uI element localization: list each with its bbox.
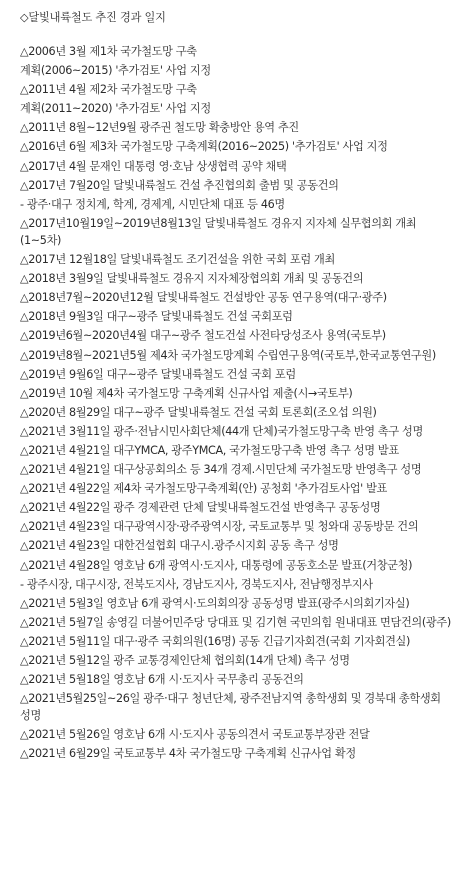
timeline-entry: △2017년10월19일~2019년8월13일 달빛내륙철도 경유지 지자체 실무협의회 개최(1~5차) — [20, 216, 417, 247]
timeline-entry: △2011년 4월 제2차 국가철도망 구축 — [20, 83, 197, 97]
timeline-entry: △2018년 3월9일 달빛내륙철도 경유지 지자체장협의회 개최 및 공동건의 — [20, 272, 364, 286]
timeline-entry: △2018년7월~2020년12월 달빛내륙철도 건설방안 공동 연구용역(대구·광주) — [20, 291, 387, 305]
timeline-entry: △2019년8월~2021년5월 제4차 국가철도망계획 수립연구용역(국토부,한국교통연구원) — [20, 348, 436, 362]
timeline-entry: - 광주·대구 정치계, 학계, 경제계, 시민단체 대표 등 46명 — [20, 197, 285, 211]
timeline-entry: △2019년 9월6일 대구~광주 달빛내륙철도 건설 국회 포럼 — [20, 367, 296, 381]
timeline-entry: △2011년 8월~12년9월 광주권 철도망 확충방안 용역 추진 — [20, 121, 299, 135]
timeline-entry: △2021년 5월3일 영호남 6개 광역시·도의회의장 공동성명 발표(광주시의회기자실) — [20, 596, 410, 610]
timeline-entry: △2006년 3월 제1차 국가철도망 구축 — [20, 45, 197, 58]
timeline-entry: △2021년 6월29일 국토교통부 4차 국가철도망 구축계획 신규사업 확정 — [20, 747, 356, 761]
timeline-entry: △2017년 7월20일 달빛내륙철도 건설 추진협의회 출범 및 공동건의 — [20, 178, 339, 192]
timeline-entry: - 광주시장, 대구시장, 전북도지사, 경남도지사, 경북도지사, 전남행정부지사 — [20, 577, 373, 591]
timeline-entry: △2019년 10월 제4차 국가철도망 구축계획 신규사업 제출(시→국토부) — [20, 386, 353, 400]
timeline-entry: △2016년 6월 제3차 국가철도망 구축계획(2016~2025) '추가검토' 사업 지정 — [20, 140, 388, 154]
timeline-entry: △2021년 5월11일 대구·광주 국회의원(16명) 공동 긴급기자회견(국회 기자회견실) — [20, 634, 411, 648]
timeline-entry: △2021년 4월28일 영호남 6개 광역시·도지사, 대통령에 공동호소문 발표(거창군청) — [20, 558, 413, 572]
timeline-entry: △2021년 4월23일 대한건설협회 대구시.광주시지회 공동 촉구 성명 — [20, 539, 339, 553]
timeline-entry: △2017년 4월 문재인 대통령 영·호남 상생협력 공약 채택 — [20, 159, 287, 173]
timeline-entry: △2021년 5월26일 영호남 6개 시·도지사 공동의견서 국토교통부장관 전달 — [20, 728, 370, 742]
timeline-entry: △2021년 4월21일 대구상공회의소 등 34개 경제.시민단체 국가철도망 반영촉구 성명 — [20, 463, 422, 477]
timeline-entry: △2021년 5월18일 영호남 6개 시·도지사 국무총리 공동건의 — [20, 673, 304, 687]
timeline-entry: △2021년5월25일~26일 광주·대구 청년단체, 광주전남지역 총학생회 및 경북대 총학생회 성명 — [20, 692, 441, 723]
page-title: ◇달빛내륙철도 추진 경과 일지 — [20, 11, 166, 24]
timeline-entry: △2021년 4월23일 대구광역시장·광주광역시장, 국토교통부 및 청와대 공동방문 건의 — [20, 520, 419, 534]
timeline-entry: △2018년 9월3일 대구~광주 달빛내륙철도 건설 국회포럼 — [20, 310, 293, 324]
timeline-entry: △2017년 12월18일 달빛내륙철도 조기건설을 위한 국회 포럼 개최 — [20, 253, 335, 267]
timeline-entry: △2021년 4월21일 대구YMCA, 광주YMCA, 국가철도망구축 반영 촉구 성명 발표 — [20, 443, 399, 457]
timeline-entry: △2021년 4월22일 제4차 국가철도망구축계획(안) 공청회 '추가검토사업' 발표 — [20, 482, 388, 496]
timeline-entry: △2020년 8월29일 대구~광주 달빛내륙철도 건설 국회 토론회(조오섭 의원) — [20, 405, 377, 419]
timeline-entry: 계획(2006~2015) '추가검토' 사업 지정 — [20, 64, 211, 78]
timeline-entry: △2021년 5월7일 송영길 더불어민주당 당대표 및 김기현 국민의힘 원내대표 면담건의(광주) — [20, 615, 451, 629]
timeline-entry: △2021년 3월11일 광주·전남시민사회단체(44개 단체)국가철도망구축 반영 촉구 성명 — [20, 424, 423, 438]
timeline-entry: △2019년6월~2020년4월 대구~광주 철도건설 사전타당성조사 용역(국토부) — [20, 329, 386, 343]
timeline-list — [20, 43, 452, 763]
timeline-entry: 계획(2011~2020) '추가검토' 사업 지정 — [20, 102, 211, 116]
timeline-entry: △2021년 4월22일 광주 경제관련 단체 달빛내륙철도건설 반영촉구 공동성명 — [20, 501, 381, 515]
timeline-entry: △2021년 5월12일 광주 교통경제인단체 협의회(14개 단체) 촉구 성명 — [20, 654, 350, 667]
